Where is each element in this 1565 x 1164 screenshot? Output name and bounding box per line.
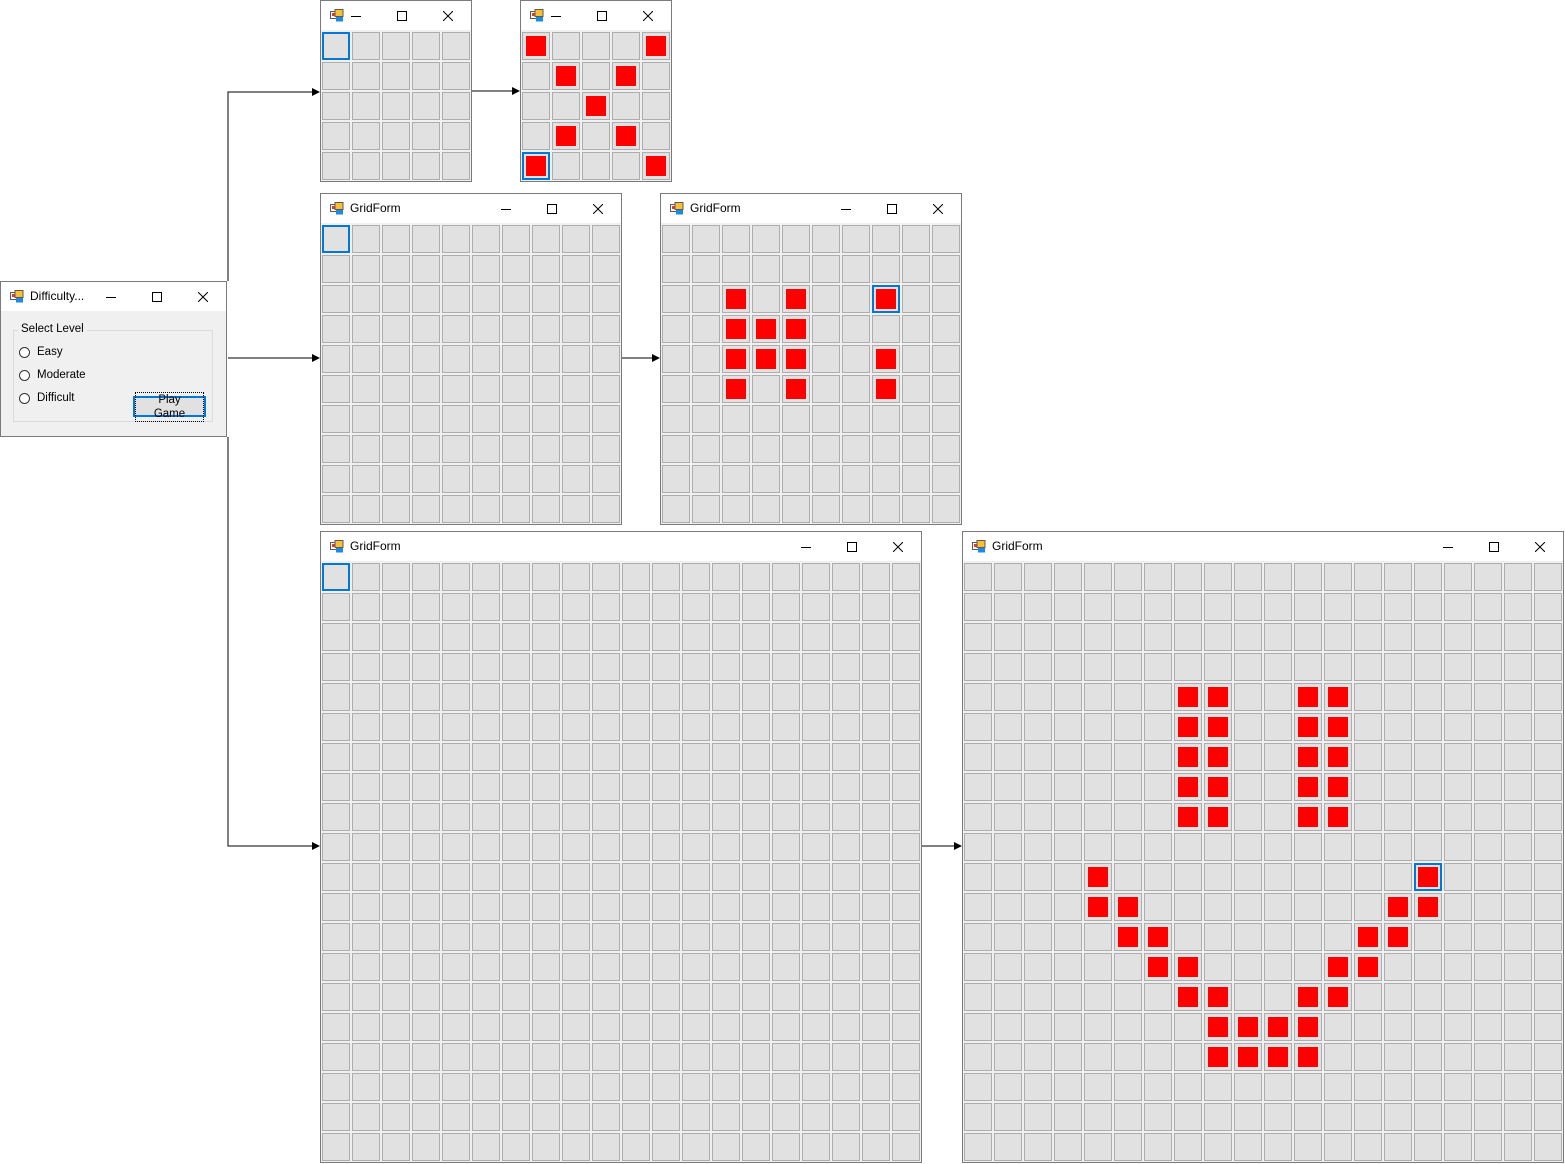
arrow-to-difficult [228,437,319,846]
play-game-label: Play Game [135,392,204,422]
radio-label-moderate: Moderate [37,369,86,381]
window-title: GridForm [350,539,401,553]
window-title: GridForm [992,539,1043,553]
window-title: GridForm [350,201,401,215]
radio-label-difficult: Difficult [37,392,75,404]
window-title: GridForm [690,201,741,215]
radio-label-easy: Easy [37,346,63,358]
arrow-to-easy [228,92,319,281]
window-title: Difficulty... [30,289,85,303]
group-label: Select Level [18,323,87,335]
